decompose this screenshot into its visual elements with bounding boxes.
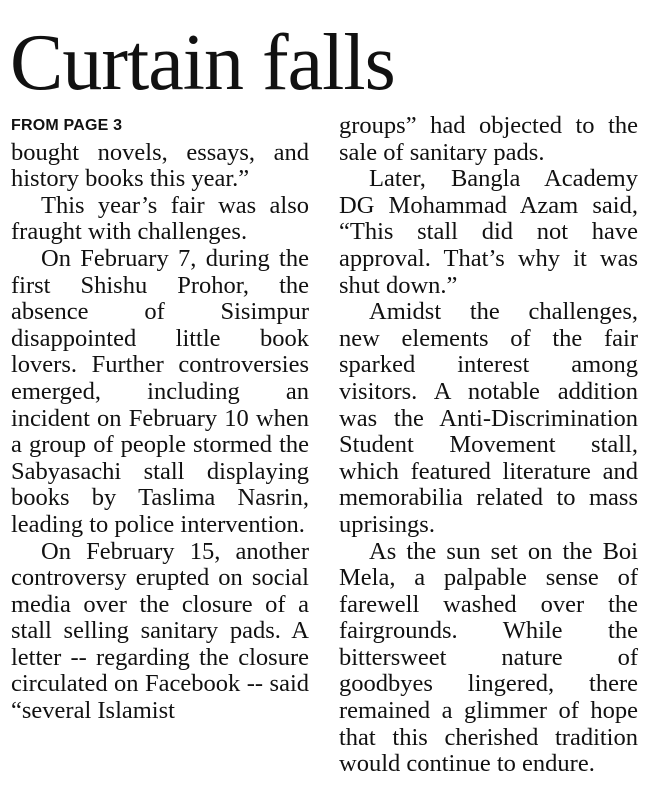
continued-from-label: FROM PAGE 3: [11, 117, 123, 134]
paragraph: groups” had objected to the sale of sanitary pads.: [339, 112, 638, 166]
left-column: [11, 113, 309, 725]
paragraph: Amidst the challenges, new elements of the fair sparked interest among visitors. A notable addition was the Anti-Discrimination Student Movement stall, which featured literature and memorabilia related to mass uprisings.: [339, 298, 638, 538]
right-column: [339, 113, 638, 778]
paragraph: bought novels, essays, and history books this year.”: [11, 138, 309, 193]
paragraph: Later, Bangla Academy DG Mohammad Azam said, “This stall did not have approval. That’s why it was shut down.”: [339, 165, 638, 299]
paragraph: As the sun set on the Boi Mela, a palpable sense of farewell washed over the fairgrounds. While the bittersweet nature of goodbyes lingered, there remained a glimmer of hope that this cherished tradition would continue to endure.: [339, 537, 638, 778]
paragraph: On February 15, another controversy erupted on social media over the closure of a stall selling sanitary pads. A letter -- regarding the closure circulated on Facebook -- said “several Islamist: [11, 537, 309, 725]
paragraph: On February 7, during the first Shishu Prohor, the absence of Sisimpur disappointed little book lovers. Further controversies emerged, including an incident on February 10 when a group of people stormed the Sabyasachi stall displaying books by Taslima Nasrin, leading to police intervention.: [11, 244, 309, 538]
headline: Curtain falls: [10, 19, 395, 107]
paragraph: This year’s fair was also fraught with challenges.: [11, 191, 309, 246]
